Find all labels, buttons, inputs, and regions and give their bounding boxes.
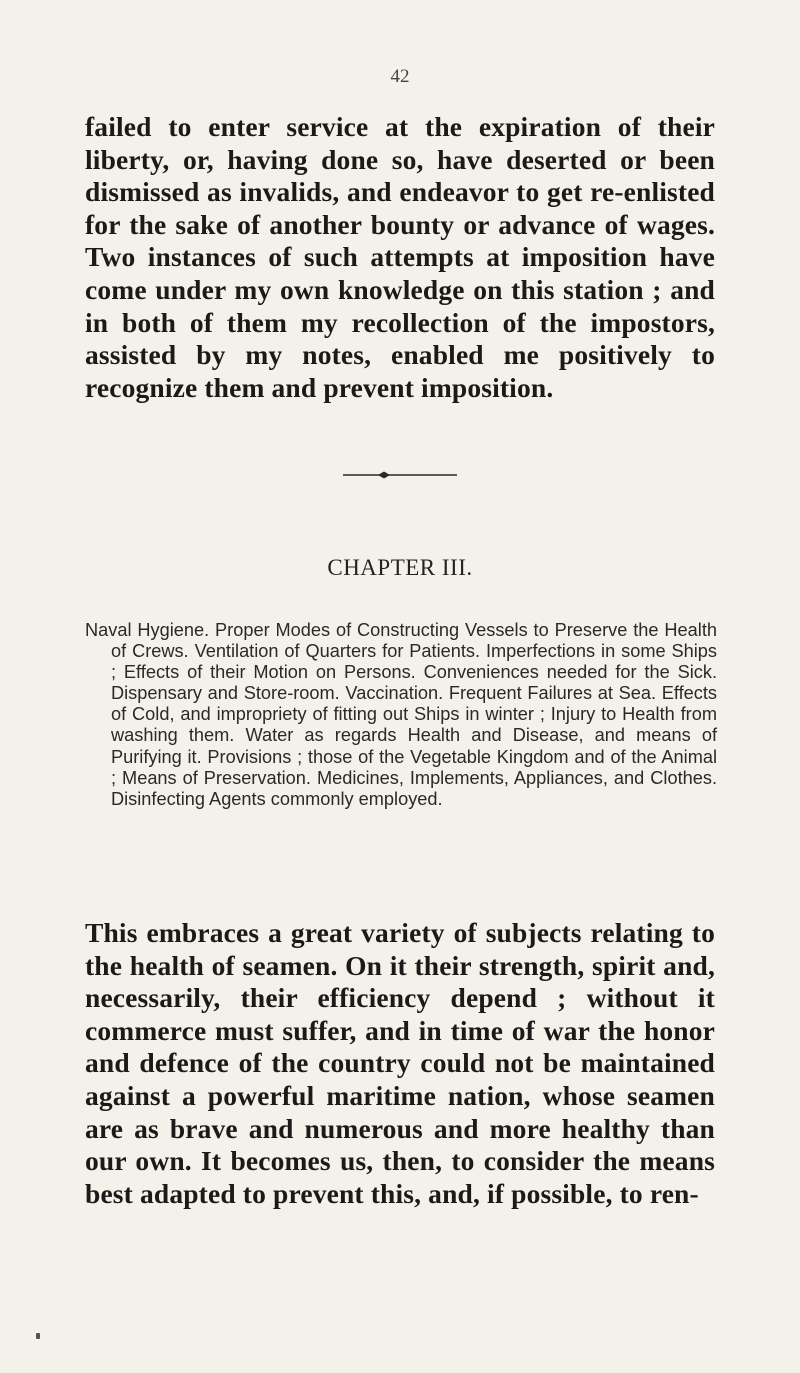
page-number: 42 <box>390 66 410 87</box>
stray-ink-mark <box>36 1333 40 1339</box>
diamond-rule-ornament-icon <box>341 469 459 481</box>
chapter-heading: CHAPTER III. <box>327 555 473 580</box>
continuation-paragraph: failed to enter service at the expiration of their liberty, or, having done so, have deserted or been dismissed as invalids, and endeavor to get re-enlisted for the sake of another bounty or advance of wages. Two instances of such attempts at imposition have come under my own knowledge on this station ; and in both of them my recollection of the impostors, assisted by my notes, enabled me positively to recognize them and prevent imposition. <box>85 111 715 403</box>
chapter-synopsis: Naval Hygiene. Proper Modes of Constructing Vessels to Preserve the Health of Crews. Ventilation of Quarters for Patients. Imperfections in some Ships ; Effects of their Motion on Persons. Conveniences needed for the Sick. Dispensary and Store-room. Vaccination. Frequent Failures at Sea. Effects of Cold, and impropriety of fitting out Ships in winter ; Injury to Health from washing them. Water as regards Health and Disease, and means of Purifying it. Provisions ; those of the Vegetable Kingdom and of the Animal ; Means of Preservation. Medicines, Implements, Appliances, and Clothes. Disinfecting Agents commonly employed. <box>85 620 717 809</box>
chapter-opening-paragraph: This embraces a great variety of subjects relating to the health of seamen. On it their strength, spirit and, necessarily, their efficiency depend ; without it commerce must suffer, and in time of war the honor and defence of the country could not be maintained against a powerful maritime nation, whose seamen are as brave and numerous and more healthy than our own. It becomes us, then, to consider the means best adapted to prevent this, and, if possible, to ren- <box>85 917 715 1209</box>
